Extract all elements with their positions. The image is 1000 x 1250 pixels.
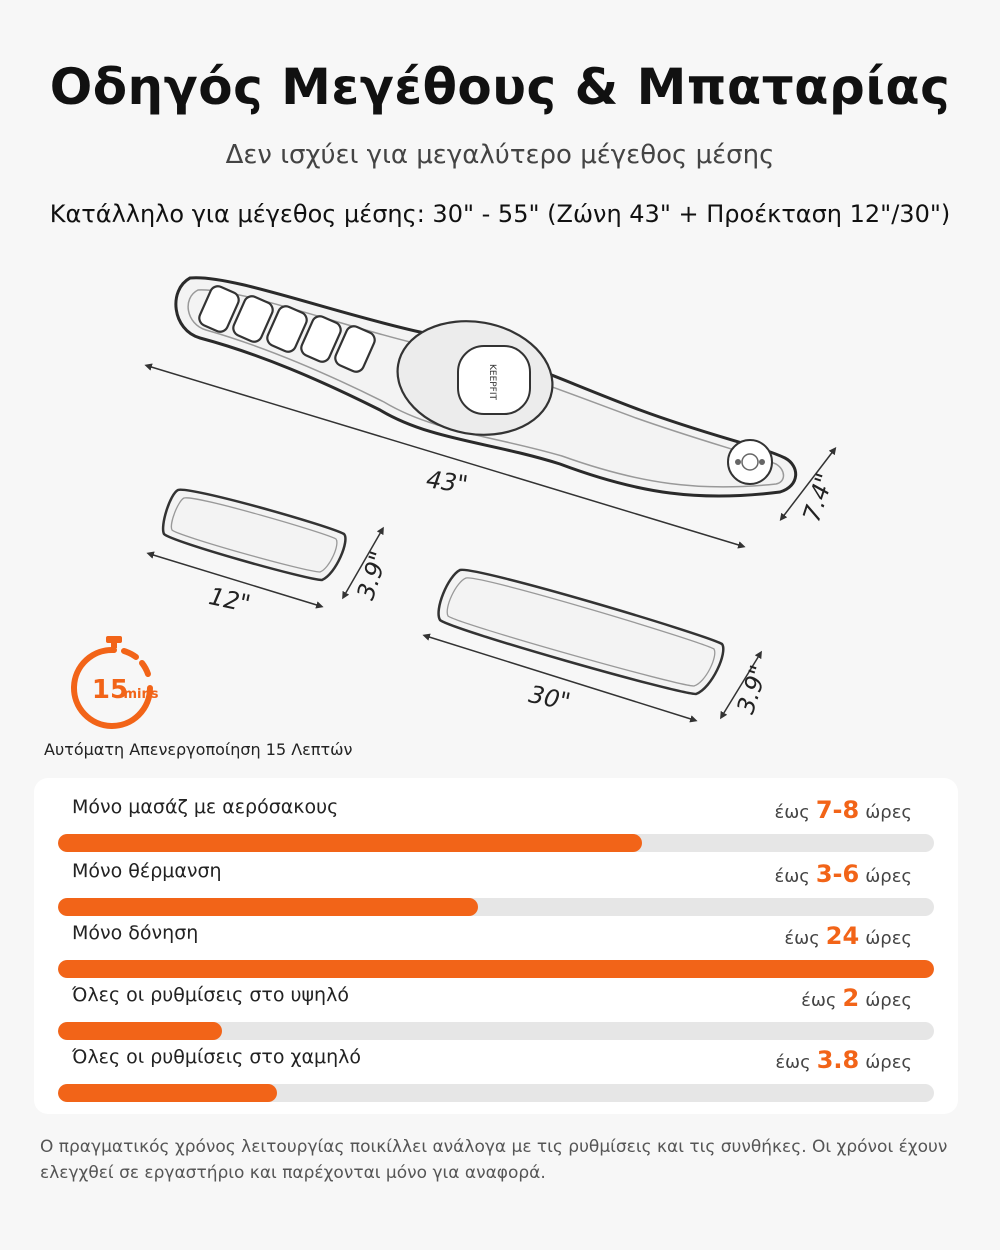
footnote: Ο πραγματικός χρόνος λειτουργίας ποικίλλει ανάλογα με τις ρυθμίσεις και τις συνθήκες. Οι χρόνοι έχουν ελεγχθεί σε εργαστήριο και παρέχονται μόνο για αναφορά. bbox=[40, 1137, 948, 1183]
control-panel-icon bbox=[728, 440, 772, 484]
value-suffix: ώρες bbox=[865, 802, 912, 823]
battery-row bbox=[58, 984, 934, 1044]
battery-bar-track bbox=[58, 1022, 934, 1040]
value-suffix: ώρες bbox=[865, 928, 912, 949]
value-suffix: ώρες bbox=[865, 990, 912, 1011]
battery-bar-track bbox=[58, 898, 934, 916]
value-suffix: ώρες bbox=[865, 1052, 912, 1073]
timer-unit: mins bbox=[123, 687, 159, 702]
waist-fit-text: Κατάλληλο για μέγεθος μέσης: 30" - 55" (Ζώνη 43" + Προέκταση 12"/30") bbox=[49, 200, 951, 228]
battery-row bbox=[58, 922, 934, 982]
battery-row-label: Μόνο δόνηση bbox=[72, 922, 199, 944]
brand-text: KEEPFIT bbox=[487, 363, 497, 401]
battery-row-value bbox=[801, 984, 912, 1012]
battery-row-label: Όλες οι ρυθμίσεις στο χαμηλό bbox=[72, 1046, 362, 1068]
battery-row bbox=[58, 796, 934, 856]
value-number: 24 bbox=[825, 922, 860, 950]
extension-12-width-label: 3.9" bbox=[351, 547, 394, 604]
belt-length-label: 43" bbox=[424, 465, 470, 499]
value-number: 7-8 bbox=[815, 796, 860, 824]
battery-bar-track bbox=[58, 1084, 934, 1102]
battery-bar-fill bbox=[58, 1022, 222, 1040]
battery-bar-track bbox=[58, 834, 934, 852]
auto-off-label: Αυτόματη Απενεργοποίηση 15 Λεπτών bbox=[44, 740, 353, 759]
extension-30-length-label: 30" bbox=[526, 680, 573, 717]
value-prefix: έως bbox=[775, 1052, 811, 1073]
belt-width-label: 7.4" bbox=[797, 469, 840, 526]
value-number: 3.8 bbox=[816, 1046, 860, 1074]
battery-row-label: Μόνο θέρμανση bbox=[72, 860, 222, 882]
extension-30-width-label: 3.9" bbox=[731, 661, 774, 718]
battery-bar-fill bbox=[58, 834, 642, 852]
page-title: Οδηγός Μεγέθους & Μπαταρίας bbox=[49, 58, 951, 116]
battery-row bbox=[58, 1046, 934, 1106]
battery-row-value bbox=[774, 796, 912, 824]
battery-bar-fill bbox=[58, 898, 478, 916]
battery-card bbox=[34, 778, 958, 1114]
value-prefix: έως bbox=[784, 928, 820, 949]
value-prefix: έως bbox=[801, 990, 837, 1011]
battery-row bbox=[58, 860, 934, 920]
extension-30-icon bbox=[439, 570, 724, 694]
page-subtitle: Δεν ισχύει για μεγαλύτερο μέγεθος μέσης bbox=[225, 140, 775, 170]
timer-number: 15 bbox=[91, 675, 129, 705]
battery-bar-fill bbox=[58, 960, 934, 978]
battery-row-value bbox=[784, 922, 912, 950]
battery-row-label: Μόνο μασάζ με αερόσακους bbox=[72, 796, 339, 818]
timer-icon bbox=[66, 636, 162, 732]
battery-row-value bbox=[774, 860, 912, 888]
battery-row-label: Όλες οι ρυθμίσεις στο υψηλό bbox=[72, 984, 349, 1006]
battery-bar-track bbox=[58, 960, 934, 978]
value-prefix: έως bbox=[774, 866, 810, 887]
battery-row-value bbox=[775, 1046, 912, 1074]
belt-icon bbox=[176, 278, 796, 496]
value-prefix: έως bbox=[774, 802, 810, 823]
extension-12-length-label: 12" bbox=[206, 582, 253, 619]
value-number: 2 bbox=[842, 984, 860, 1012]
value-number: 3-6 bbox=[815, 860, 860, 888]
battery-bar-fill bbox=[58, 1084, 277, 1102]
value-suffix: ώρες bbox=[865, 866, 912, 887]
